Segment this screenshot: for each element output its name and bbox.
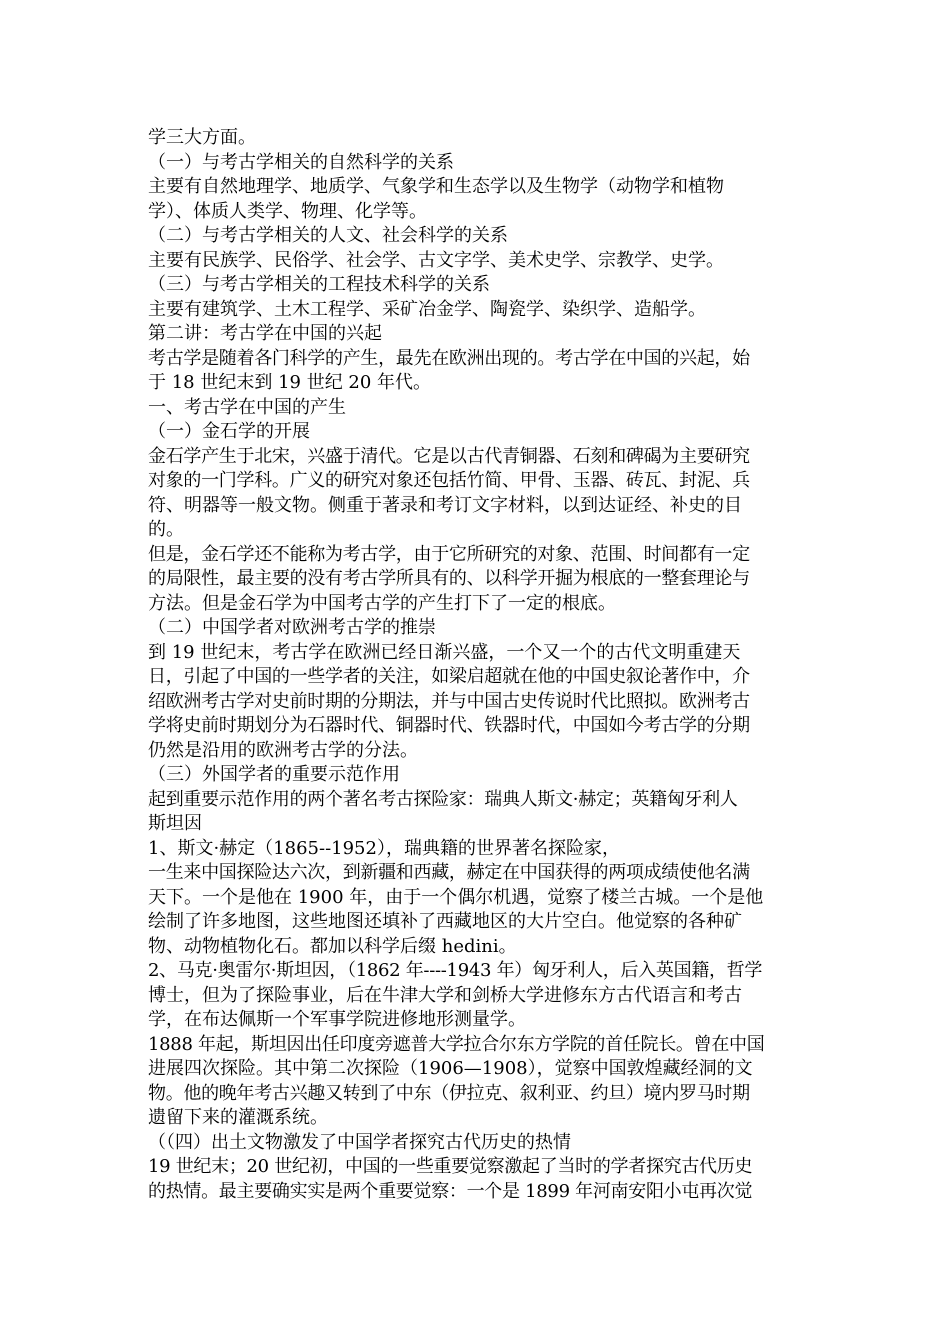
text-line: 遗留下来的灌溉系统。: [148, 1107, 328, 1128]
text-line: 的热情。最主要确实实是两个重要觉察：一个是 1899 年河南安阳小屯再次觉: [148, 1180, 753, 1202]
text-line: 一生来中国探险达六次，到新疆和西藏，赫定在中国获得的两项成绩使他名满: [148, 862, 750, 883]
text-line: 主要有自然地理学、地质学、气象学和生态学以及生物学（动物学和植物: [148, 176, 724, 197]
text-line: 主要有建筑学、土木工程学、采矿冶金学、陶瓷学、染织学、造船学。: [148, 298, 706, 320]
text-line: 到 19 世纪末，考古学在欧洲已经日渐兴盛，一个又一个的古代文明重建天: [148, 641, 741, 663]
text-line: 于 18 世纪末到 19 世纪 20 年代。: [148, 372, 432, 393]
text-line: 19 世纪末；20 世纪初，中国的一些重要觉察激起了当时的学者探究古代历史: [148, 1156, 753, 1177]
text-line: 仍然是沿用的欧洲考古学的分法。: [148, 739, 418, 761]
lecture-heading: 第二讲：考古学在中国的兴起: [148, 323, 382, 344]
text-line: 斯坦因: [148, 813, 202, 834]
document-body: [148, 126, 818, 1204]
section-heading: （二）与考古学相关的人文、社会科学的关系: [148, 225, 508, 246]
text-line: 进展四次探险。其中第二次探险（1906—1908），觉察中国敦煌藏经洞的文: [148, 1058, 753, 1079]
text-line: 学将史前时期划分为石器时代、铜器时代、铁器时代，中国如今考古学的分期: [148, 715, 750, 736]
text-line: 但是，金石学还不能称为考古学，由于它所研究的对象、范围、时间都有一定: [148, 543, 750, 565]
text-line: 学）、体质人类学、物理、化学等。: [148, 200, 427, 222]
text-line: 1888 年起，斯坦因出任印度旁遮普大学拉合尔东方学院的首任院长。曾在中国: [148, 1033, 765, 1055]
section-heading: （三）外国学者的重要示范作用: [148, 764, 400, 785]
text-line: 博士，但为了探险事业，后在牛津大学和剑桥大学进修东方古代语言和考古: [148, 984, 742, 1006]
text-line: 绍欧洲考古学对史前时期的分期法，并与中国古史传说时代比照拟。欧洲考古: [148, 690, 750, 712]
text-line: 学三大方面。: [148, 127, 256, 148]
text-line: 主要有民族学、民俗学、社会学、古文字学、美术史学、宗教学、史学。: [148, 249, 724, 271]
text-line: 日，引起了中国的一些学者的关注，如梁启超就在他的中国史叙论著作中，介: [148, 666, 750, 687]
text-line: 的局限性，最主要的没有考古学所具有的、以科学开掘为根底的一整套理论与: [148, 568, 750, 589]
section-heading: （二）中国学者对欧洲考古学的推崇: [148, 617, 436, 638]
section-heading: （（四）出土文物激发了中国学者探究古代历史的热情: [148, 1131, 571, 1153]
text-line: 方法。但是金石学为中国考古学的产生打下了一定的根底。: [148, 592, 616, 614]
text-line: 物。他的晚年考古兴趣又转到了中东（伊拉克、叙利亚、约旦）境内罗马时期: [148, 1082, 750, 1104]
text-line: 对象的一门学科。广义的研究对象还包括竹简、甲骨、玉器、砖瓦、封泥、兵: [148, 470, 750, 491]
text-line: 金石学产生于北宋，兴盛于清代。它是以古代青铜器、石刻和碑碣为主要研究: [148, 445, 750, 467]
text-line: 绘制了许多地图，这些地图还填补了西藏地区的大片空白。他觉察的各种矿: [148, 911, 742, 932]
text-line: 1、斯文·赫定（1865--1952），瑞典籍的世界著名探险家，: [148, 837, 620, 859]
section-heading: （一）金石学的开展: [148, 421, 310, 442]
chapter-heading: 一、考古学在中国的产生: [148, 396, 346, 418]
text-line: 学，在布达佩斯一个军事学院进修地形测量学。: [148, 1009, 526, 1030]
text-line: 考古学是随着各门科学的产生，最先在欧洲出现的。考古学在中国的兴起，始: [148, 347, 750, 369]
text-line: 的。: [148, 519, 184, 540]
text-line: 2、马克·奥雷尔·斯坦因，（1862 年----1943 年）匈牙利人，后入英国籍，哲学: [148, 960, 763, 981]
section-heading: （三）与考古学相关的工程技术科学的关系: [148, 274, 490, 295]
text-line: 起到重要示范作用的两个著名考古探险家：瑞典人斯文·赫定；英籍匈牙利人: [148, 788, 738, 810]
section-heading: （一）与考古学相关的自然科学的关系: [148, 151, 454, 173]
text-line: 天下。一个是他在 1900 年，由于一个偶尔机遇，觉察了楼兰古城。一个是他: [148, 886, 764, 908]
text-line: 物、动物植物化石。都加以科学后缀 hedini。: [148, 935, 517, 957]
text-line: 符、明器等一般文物。侧重于著录和考订文字材料，以到达证经、补史的目: [148, 494, 742, 516]
